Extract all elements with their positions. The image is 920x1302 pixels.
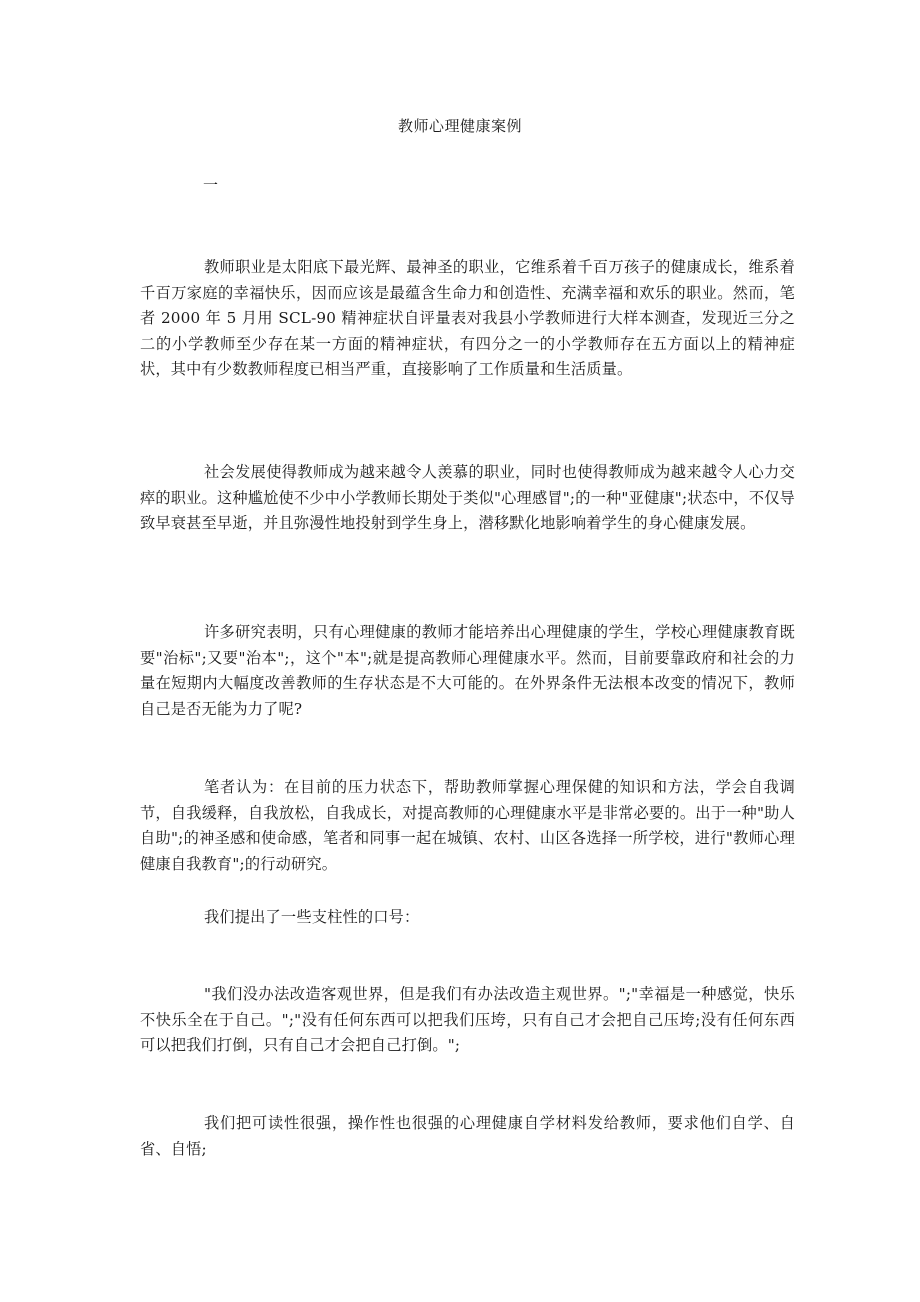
paragraph-7: 我们把可读性很强，操作性也很强的心理健康自学材料发给教师，要求他们自学、自省、自悟; (140, 1114, 795, 1158)
paragraph-3: 许多研究表明，只有心理健康的教师才能培养出心理健康的学生，学校心理健康教育既要"治标";又要"治本";，这个"本";就是提高教师心理健康水平。然而，目前要靠政府和社会的力量在短期内大幅度改善教师的生存状态是不大可能的。在外界条件无法根本改变的情况下，教师自己是否无能为力了呢? (140, 623, 795, 718)
paragraph-6: "我们没办法改造客观世界，但是我们有办法改造主观世界。";"幸福是一种感觉，快乐不快乐全在于自己。";"没有任何东西可以把我们压垮，只有自己才会把自己压垮;没有任何东西可以把我们打倒，只有自己才会把自己打倒。"; (140, 985, 795, 1054)
paragraph-2: 社会发展使得教师成为越来越令人羡慕的职业，同时也使得教师成为越来越令人心力交瘁的职业。这种尴尬使不少中小学教师长期处于类似"心理感冒";的一种"亚健康";状态中，不仅导致早衰甚至早逝，并且弥漫性地投射到学生身上，潜移默化地影响着学生的身心健康发展。 (140, 463, 795, 532)
document-title: 教师心理健康案例 (397, 117, 522, 135)
paragraph-1: 教师职业是太阳底下最光辉、最神圣的职业，它维系着千百万孩子的健康成长，维系着千百万家庭的幸福快乐，因而应该是最蕴含生命力和创造性、充满幸福和欢乐的职业。然而，笔者 2000 年 5 月用 SCL-90 精神症状自评量表对我县小学教师进行大样本测查，发现近三分之二的小学教师至少存在某一方面的精神症状，有四分之一的小学教师存在五方面以上的精神症状，其中有少数教师程度已相当严重，直接影响了工作质量和生活质量。 (140, 258, 795, 378)
paragraph-5: 我们提出了一些支柱性的口号： (204, 908, 420, 926)
section-number: 一 (203, 176, 219, 194)
paragraph-4: 笔者认为：在目前的压力状态下，帮助教师掌握心理保健的知识和方法，学会自我调节，自我缓释，自我放松，自我成长，对提高教师的心理健康水平是非常必要的。出于一种"助人自助";的神圣感和使命感，笔者和同事一起在城镇、农村、山区各选择一所学校，进行"教师心理健康自我教育";的行动研究。 (140, 778, 795, 873)
